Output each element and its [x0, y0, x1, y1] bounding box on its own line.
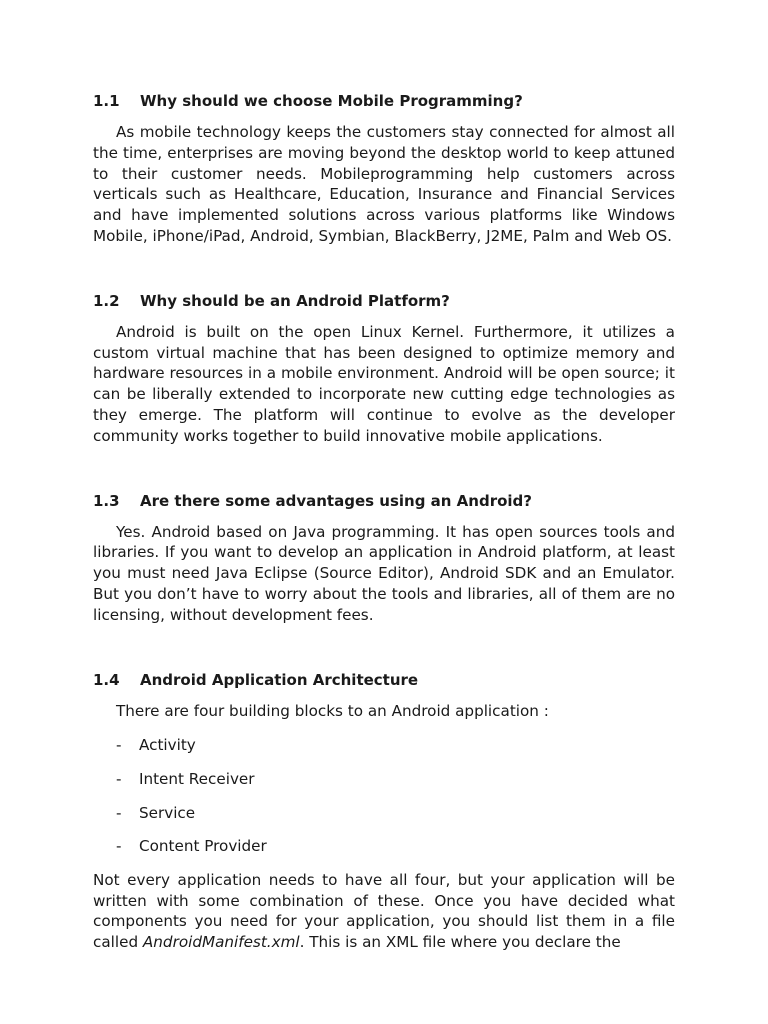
- list-item-label: Intent Receiver: [139, 769, 255, 788]
- section-title: Are there some advantages using an Android?: [140, 491, 532, 510]
- section-heading: [93, 290, 675, 312]
- section-number: 1.4: [93, 670, 120, 689]
- section-paragraph: There are four building blocks to an Android application :: [116, 701, 549, 720]
- section-title: Why should we choose Mobile Programming?: [140, 92, 523, 110]
- section-1-3: [93, 490, 675, 626]
- section-paragraph: Yes. Android based on Java programming. It has open sources tools and libraries. If you want to develop an application in Android platform, at least you must need Java Eclipse (Source Editor), Android SDK and an Emulator. But you don’t have to worry about the tools and libraries, all of them are no licensing, without development fees.: [93, 522, 675, 624]
- section-heading: [93, 669, 675, 691]
- section-paragraph: As mobile technology keeps the customers stay connected for almost all the time, enterprises are moving beyond the desktop world to keep attuned to their customer needs. Mobileprogramming help customers across verticals such as Healthcare, Education, Insurance and Financial Services and have implemented solutions across various platforms like Windows Mobile, iPhone/iPad, Android, Symbian, BlackBerry, J2ME, Palm and Web OS.: [93, 123, 675, 245]
- section-1-1: [93, 90, 675, 247]
- list-item: [93, 769, 675, 789]
- list-item: [93, 803, 675, 823]
- manifest-filename: AndroidManifest.xml: [142, 933, 300, 952]
- section-number: 1.3: [93, 491, 120, 510]
- list-item-label: Content Provider: [139, 837, 267, 856]
- list-marker: -: [116, 837, 122, 856]
- section-title: Why should be an Android Platform?: [140, 291, 450, 310]
- section-number: 1.2: [93, 291, 120, 310]
- document-page: [93, 90, 675, 996]
- section-number: 1.1: [93, 92, 120, 110]
- closing-text-end: . This is an XML file where you declare the: [299, 933, 621, 952]
- list-item: [93, 836, 675, 856]
- section-heading: [93, 490, 675, 512]
- section-heading: [93, 90, 675, 112]
- closing-paragraph: [93, 870, 675, 953]
- list-marker: -: [116, 736, 122, 755]
- list-item: [93, 735, 675, 755]
- list-item-label: Service: [139, 803, 196, 822]
- closing-text-start: Not every application needs to have all four, but your application will be written with some combination of these. Once you have decided what components you need for your application, you should list them in a file called: [93, 870, 675, 952]
- section-paragraph: Android is built on the open Linux Kernel. Furthermore, it utilizes a custom virtual machine that has been designed to optimize memory and hardware resources in a mobile environment. Android will be open source; it can be liberally extended to incorporate new cutting edge technologies as they emerge. The platform will continue to evolve as the developer community works together to build innovative mobile applications.: [93, 322, 675, 445]
- building-blocks-list: [93, 735, 675, 856]
- section-title: Android Application Architecture: [140, 670, 419, 689]
- list-marker: -: [116, 803, 122, 822]
- section-1-2: [93, 290, 675, 447]
- list-marker: -: [116, 769, 122, 788]
- list-item-label: Activity: [139, 736, 196, 755]
- section-1-4: [93, 669, 675, 953]
